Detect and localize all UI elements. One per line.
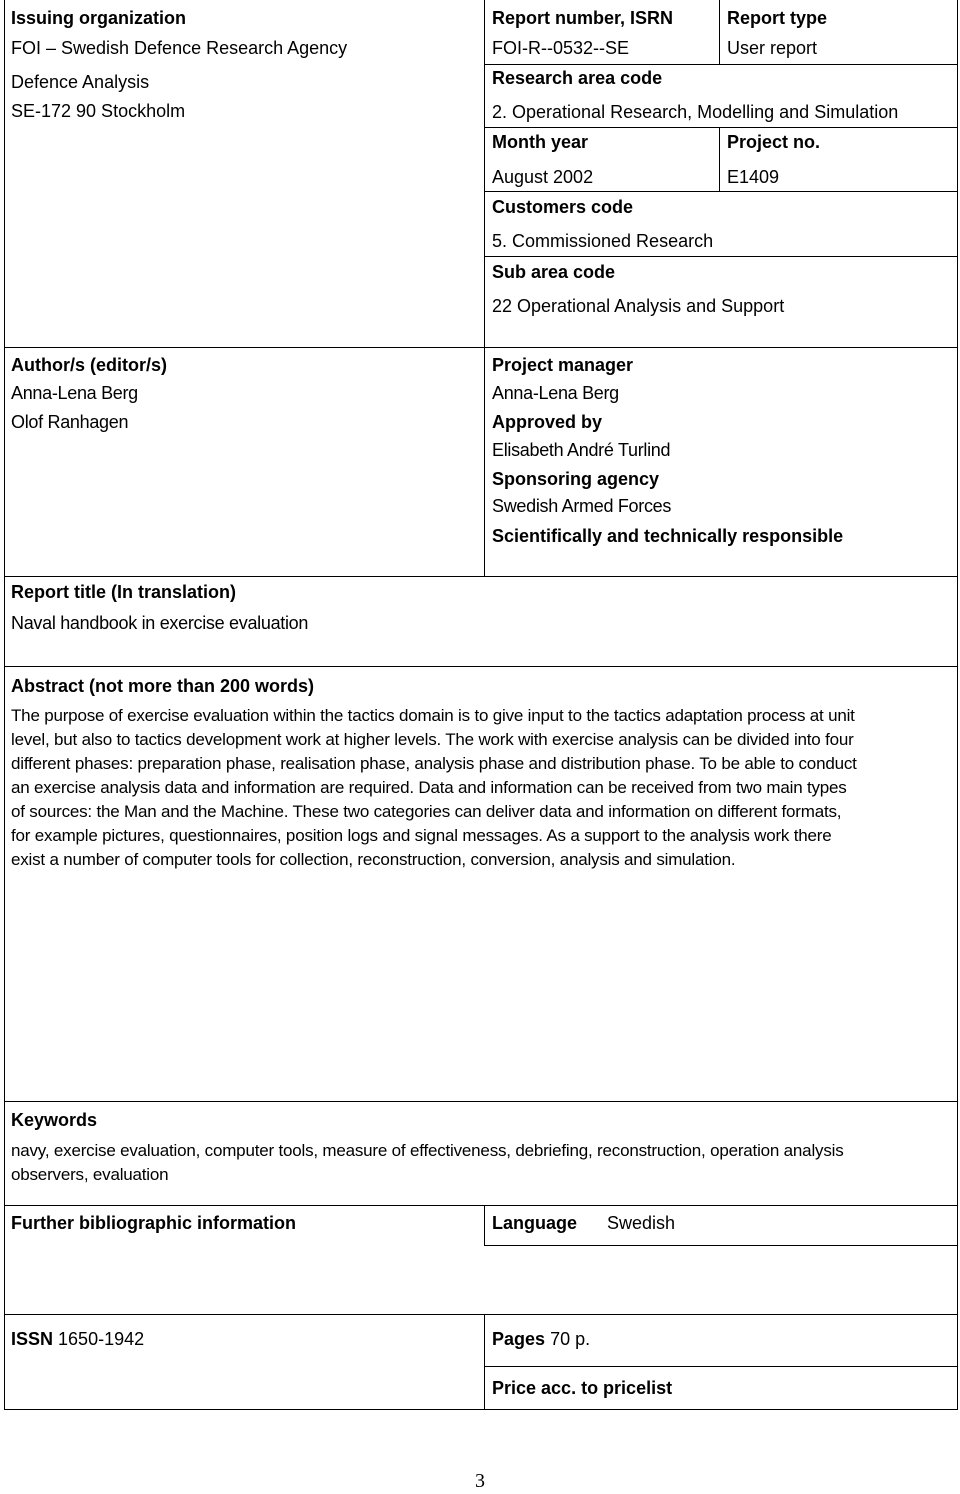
- divider-report-type: [719, 0, 720, 65]
- abstract-text: [11, 704, 953, 872]
- customers-code-value: 5. Commissioned Research: [492, 231, 714, 251]
- divider-project-no: [719, 127, 720, 191]
- project-no-label: Project no.: [727, 132, 821, 152]
- issuing-org-label: Issuing organization: [11, 8, 187, 28]
- abstract-line: of sources: the Man and the Machine. These two categories can deliver data and information on different formats,: [11, 802, 842, 821]
- abstract-line: level, but also to tactics development work at higher levels. The work with exercise analysis can be divided into four: [11, 730, 854, 749]
- keywords-label: Keywords: [11, 1110, 98, 1130]
- page-number: 3: [475, 1470, 485, 1492]
- language-label: Language: [492, 1213, 578, 1233]
- divider-issn: [484, 1314, 485, 1410]
- project-manager-value: Anna-Lena Berg: [492, 383, 619, 403]
- sub-area-value: 22 Operational Analysis and Support: [492, 296, 785, 316]
- abstract-label: Abstract (not more than 200 words): [11, 676, 315, 696]
- rule-under-title: [4, 666, 958, 667]
- abstract-line: exist a number of computer tools for collection, reconstruction, conversion, analysis and simulation.: [11, 850, 736, 869]
- authors-label: Author/s (editor/s): [11, 355, 167, 375]
- divider-main-column: [484, 0, 485, 347]
- report-title-label: Report title (In translation): [11, 582, 236, 602]
- abstract-line: for example pictures, questionnaires, position logs and signal messages. As a support to the analysis work there: [11, 826, 832, 845]
- rule-under-issn: [484, 1366, 958, 1367]
- pages-value: 70 p.: [550, 1329, 591, 1349]
- price-label: Price acc. to pricelist: [492, 1378, 673, 1398]
- report-type-value: User report: [727, 38, 818, 58]
- research-area-label: Research area code: [492, 68, 663, 88]
- rule-under-further-info: [4, 1314, 958, 1315]
- further-bibliographic-label: Further bibliographic information: [11, 1213, 296, 1233]
- issn-label: ISSN: [11, 1329, 54, 1349]
- rule-under-customers-code: [484, 256, 958, 257]
- sponsoring-agency-label: Sponsoring agency: [492, 469, 660, 489]
- month-year-label: Month year: [492, 132, 589, 152]
- pages-field: [492, 1328, 590, 1350]
- scientific-responsible-label: Scientifically and technically responsible: [492, 526, 844, 546]
- abstract-line: an exercise analysis data and information are required. Data and information can be received from two main types: [11, 778, 847, 797]
- report-number-label: Report number, ISRN: [492, 8, 674, 28]
- rule-under-keywords: [4, 1205, 958, 1206]
- divider-people: [484, 347, 485, 576]
- project-manager-label: Project manager: [492, 355, 634, 375]
- abstract-line: different phases: preparation phase, realisation phase, analysis phase and distribution phase. To be able to conduct: [11, 754, 857, 773]
- report-title-value: Naval handbook in exercise evaluation: [11, 613, 309, 633]
- approved-by-label: Approved by: [492, 412, 603, 432]
- keywords-line: navy, exercise evaluation, computer tools, measure of effectiveness, debriefing, reconstruction, operation analysis: [11, 1141, 844, 1160]
- research-area-value: 2. Operational Research, Modelling and Simulation: [492, 102, 899, 122]
- rule-under-abstract: [4, 1101, 958, 1102]
- pages-label: Pages: [492, 1329, 546, 1349]
- month-year-value: August 2002: [492, 167, 594, 187]
- author-name: Anna-Lena Berg: [11, 383, 138, 403]
- issuing-org-line: FOI – Swedish Defence Research Agency: [11, 38, 348, 58]
- report-type-label: Report type: [727, 8, 828, 28]
- issn-field: [11, 1328, 144, 1350]
- issuing-org-line: Defence Analysis: [11, 72, 150, 92]
- author-name: Olof Ranhagen: [11, 412, 129, 432]
- keywords-line: observers, evaluation: [11, 1165, 169, 1184]
- rule-under-project-no: [484, 191, 958, 192]
- sub-area-label: Sub area code: [492, 262, 616, 282]
- rule-under-people: [4, 576, 958, 577]
- rule-under-research-area: [484, 127, 958, 128]
- rule-under-report-number: [484, 64, 958, 65]
- approved-by-value: Elisabeth André Turlind: [492, 440, 671, 460]
- rule-under-header: [4, 347, 958, 348]
- issuing-org-line: SE-172 90 Stockholm: [11, 101, 186, 121]
- customers-code-label: Customers code: [492, 197, 634, 217]
- issn-value: 1650-1942: [58, 1329, 145, 1349]
- abstract-line: The purpose of exercise evaluation within the tactics domain is to give input to the tactics adaptation process at unit: [11, 706, 855, 725]
- language-value: Swedish: [607, 1213, 676, 1233]
- project-no-value: E1409: [727, 167, 780, 187]
- rule-under-language: [484, 1245, 958, 1246]
- sponsoring-agency-value: Swedish Armed Forces: [492, 496, 672, 516]
- report-number-value: FOI-R--0532--SE: [492, 38, 630, 58]
- divider-language: [484, 1205, 485, 1245]
